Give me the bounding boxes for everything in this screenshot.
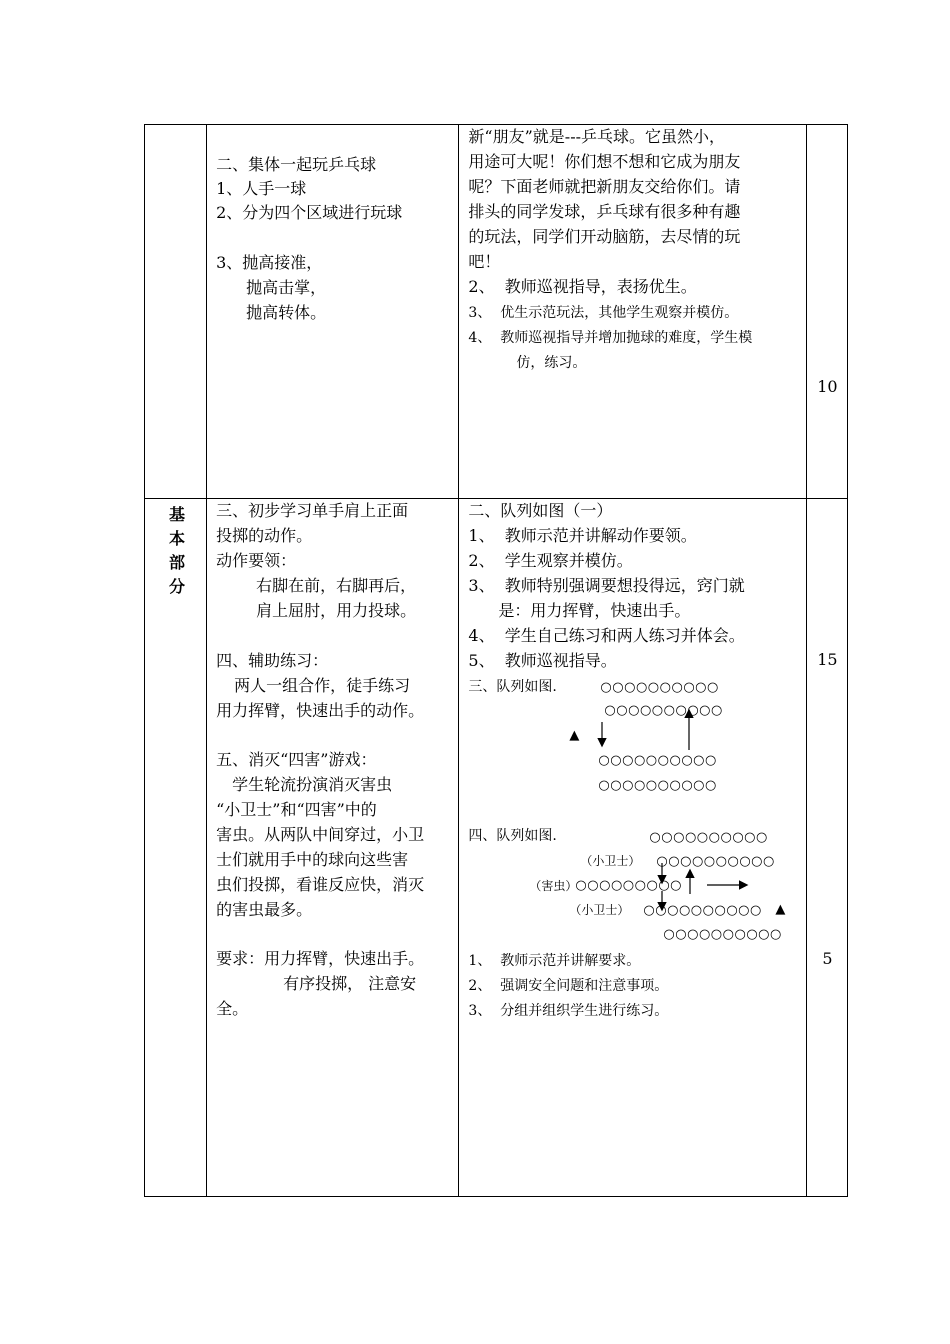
content-line: 全。 bbox=[216, 999, 249, 1018]
content-line: 有序投掷， 注意安 bbox=[283, 974, 417, 993]
content-line: 学生轮流扮演消灭害虫 bbox=[232, 775, 393, 794]
method-line: 3、 分组并组织学生进行练习。 bbox=[468, 1003, 669, 1019]
table-row bbox=[145, 125, 848, 499]
student-row: ○○○○○○○○○ bbox=[575, 878, 683, 893]
formation-label: 四、队列如图. bbox=[468, 828, 557, 844]
method-line: 4、 学生自己练习和两人练习并体会。 bbox=[468, 626, 745, 645]
student-row: ○○○○○○○○○○ bbox=[663, 927, 782, 942]
formation-label: 三、队列如图. bbox=[468, 679, 557, 695]
content-line: 要求：用力挥臂，快速出手。 bbox=[216, 949, 425, 968]
content-line: 抛高击掌， bbox=[246, 278, 327, 297]
method-line: 2、 学生观察并模仿。 bbox=[468, 551, 633, 570]
table-row bbox=[145, 499, 848, 1197]
content-line: 3、抛高接准， bbox=[216, 253, 323, 272]
student-row: ○○○○○○○○○○ bbox=[600, 680, 719, 695]
student-row: ○○○○○○○○○○ bbox=[598, 778, 717, 793]
time-value: 5 bbox=[822, 949, 833, 968]
lesson-plan-table bbox=[144, 124, 848, 1197]
student-row: ○○○○○○○○○○ bbox=[656, 854, 775, 869]
method-line: 4、 教师巡视指导并增加抛球的难度，学生模 bbox=[468, 330, 753, 346]
content-line: 投掷的动作。 bbox=[216, 526, 313, 545]
method-line: 呢？下面老师就把新朋友交给你们。请 bbox=[468, 177, 741, 196]
content-line: 三、初步学习单手肩上正面 bbox=[216, 501, 409, 520]
method-cell bbox=[459, 125, 806, 499]
content-line: 抛高转体。 bbox=[246, 303, 327, 322]
method-line: 的玩法，同学们开动脑筋，去尽情的玩 bbox=[468, 227, 741, 246]
guard-label: （小卫士） bbox=[580, 854, 641, 868]
method-line: 5、 教师巡视指导。 bbox=[468, 651, 617, 670]
guard-label: （小卫士） bbox=[569, 903, 630, 917]
method-line: 仿，练习。 bbox=[516, 355, 587, 371]
content-line: 1、人手一球 bbox=[216, 179, 307, 198]
time-cell bbox=[806, 125, 847, 499]
student-row: ○○○○○○○○○○ bbox=[649, 830, 768, 845]
method-line: 用途可大呢！你们想不想和它成为朋友 bbox=[468, 152, 741, 171]
method-line: 新“朋友”就是---乒乓球。它虽然小， bbox=[468, 127, 726, 146]
content-line: 虫们投掷，看谁反应快，消灭 bbox=[216, 875, 425, 894]
method-line: 是：用力挥臂，快速出手。 bbox=[498, 601, 691, 620]
content-line: 二、集体一起玩乒乓球 bbox=[216, 155, 377, 174]
time-value: 15 bbox=[817, 650, 838, 669]
method-line: 2、 强调安全问题和注意事项。 bbox=[468, 978, 669, 994]
content-line: 两人一组合作，徒手练习 bbox=[234, 676, 411, 695]
content-line: 害虫。从两队中间穿过，小卫 bbox=[216, 825, 425, 844]
method-line: 排头的同学发球，乒乓球有很多种有趣 bbox=[468, 202, 741, 221]
content-line: 右脚在前，右脚再后， bbox=[256, 576, 417, 595]
content-line: 四、辅助练习： bbox=[216, 651, 329, 670]
section-label: 基本部分 bbox=[168, 505, 185, 596]
content-line: 肩上屈肘，用力投球。 bbox=[256, 601, 417, 620]
section-cell bbox=[145, 499, 207, 1197]
student-row: ○○○○○○○○○○ bbox=[598, 753, 717, 768]
method-line: 2、 教师巡视指导，表扬优生。 bbox=[468, 277, 697, 296]
content-line: 五、消灭“四害”游戏： bbox=[216, 750, 377, 769]
pest-label: （害虫） bbox=[529, 879, 578, 893]
content-line: 用力挥臂，快速出手的动作。 bbox=[216, 701, 425, 720]
content-line: 2、分为四个区域进行玩球 bbox=[216, 203, 403, 222]
method-line: 吧！ bbox=[468, 252, 501, 271]
method-line: 1、 教师示范并讲解动作要领。 bbox=[468, 526, 697, 545]
content-cell bbox=[207, 125, 459, 499]
student-row: ○○○○○○○○○○ bbox=[604, 703, 723, 718]
time-cell bbox=[806, 499, 847, 1197]
method-line: 3、 教师特别强调要想投得远，窍门就 bbox=[468, 576, 745, 595]
throw-arrows bbox=[459, 499, 806, 1196]
content-line: “小卫士”和“四害”中的 bbox=[216, 800, 377, 819]
method-line: 1、 教师示范并讲解要求。 bbox=[468, 953, 641, 969]
method-line: 3、 优生示范玩法，其他学生观察并模仿。 bbox=[468, 305, 739, 321]
teacher-triangle-icon: ▲ bbox=[775, 902, 786, 917]
content-line: 的害虫最多。 bbox=[216, 900, 313, 919]
content-line: 动作要领： bbox=[216, 551, 297, 570]
teacher-triangle-icon: ▲ bbox=[569, 728, 580, 743]
time-value: 10 bbox=[817, 377, 838, 396]
content-cell bbox=[207, 499, 459, 1197]
section-cell bbox=[145, 125, 207, 499]
method-cell bbox=[459, 499, 806, 1197]
method-line: 二、队列如图（一） bbox=[468, 501, 613, 520]
student-row: ○○○○○○○○○○ bbox=[643, 903, 762, 918]
content-line: 士们就用手中的球向这些害 bbox=[216, 850, 409, 869]
